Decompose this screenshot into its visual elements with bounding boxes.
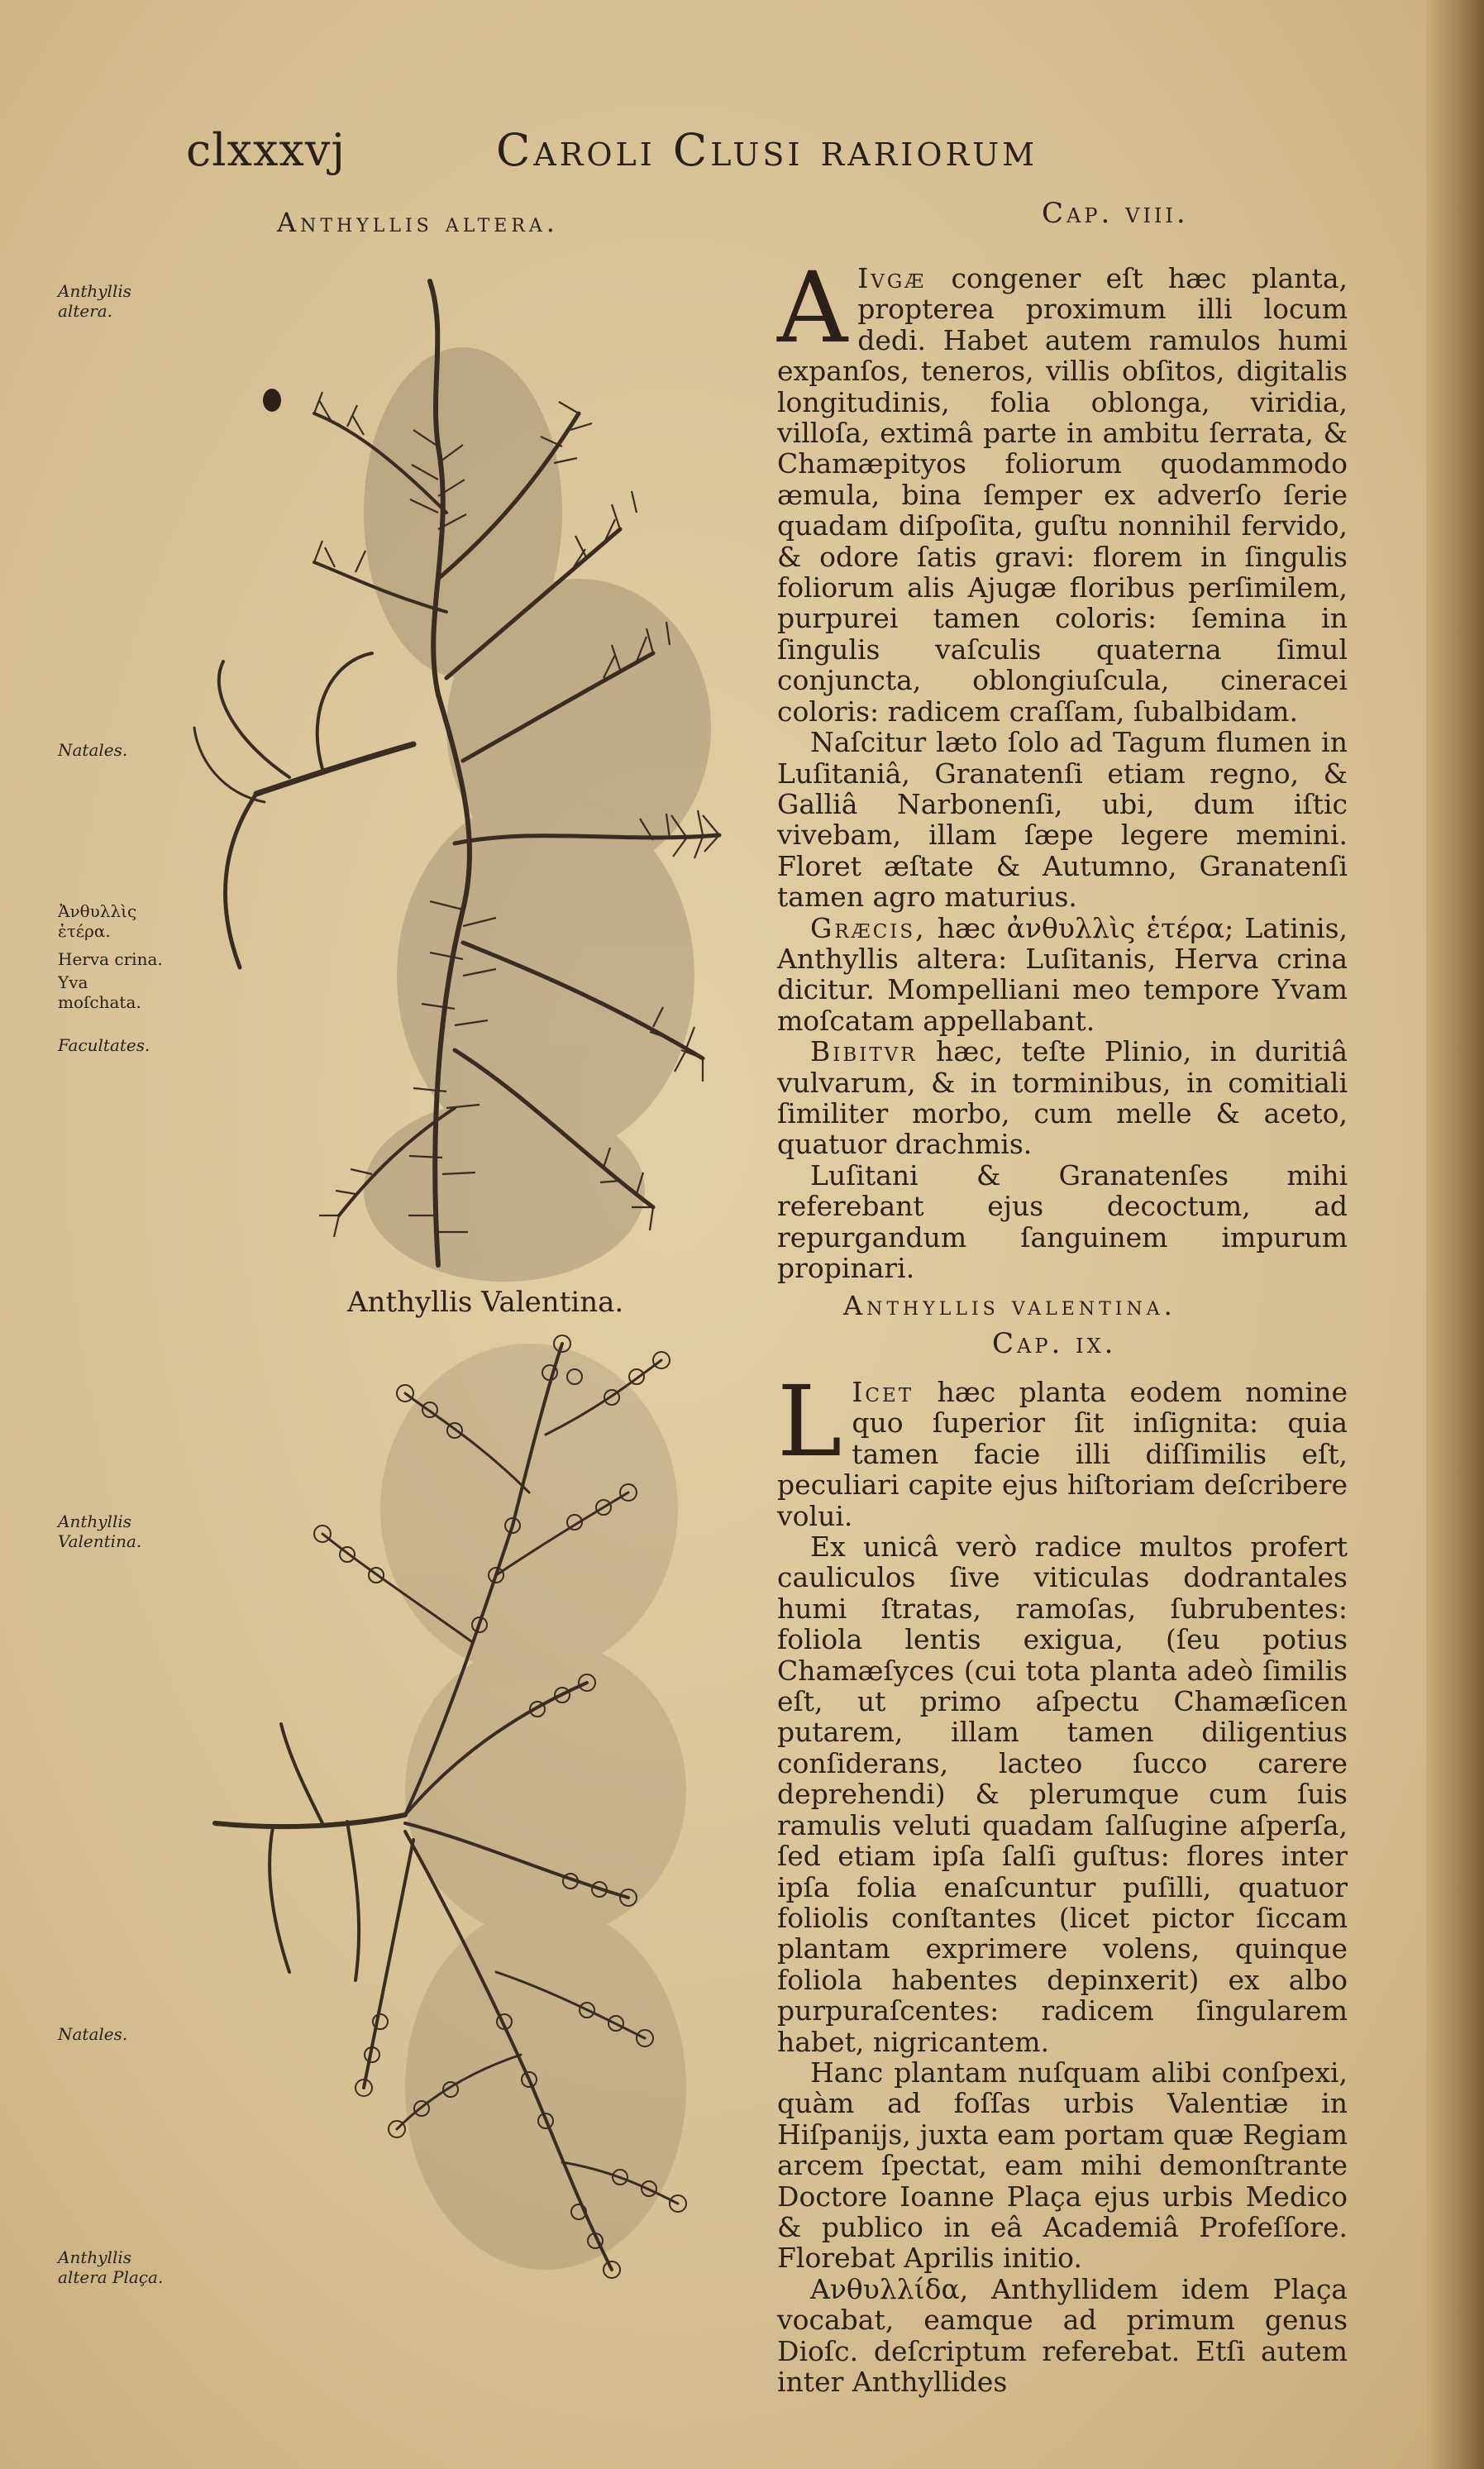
anthyllis-altera-woodcut [190, 265, 785, 1282]
marginal-anthyllis-altera-placa: Anthyllis altera Plaça. [58, 2247, 164, 2287]
marginal-facultates: Facultates. [58, 1035, 150, 1055]
anthyllis-valentina-woodcut [198, 1327, 761, 2295]
section1-body [777, 251, 1348, 1284]
paragraph-text: Ανθυλλίδα, Anthyllidem idem Plaça vocabat, eamque ad primum genus Dioſc. deſcriptum referebat. Etſi autem inter Anthyllides [777, 2272, 1348, 2398]
page-gutter [1426, 0, 1484, 2469]
marginal-anthyllis-valentina: Anthyllis Valentina. [58, 1511, 142, 1551]
marginal-natales-2: Natales. [58, 2024, 128, 2044]
marginal-anthyllis-altera: Anthyllis altera. [58, 281, 131, 321]
marginal-greek-name: Ἀνθυλλὶς ἑτέρα. [58, 901, 137, 941]
section2-body [777, 1364, 1348, 2398]
lead-word: Ivgæ [857, 262, 927, 294]
paragraph-text: Luſitani & Granatenſes mihi referebant ejus decoctum, ad repurgandum ſanguinem impurum propinari. [777, 1158, 1348, 1284]
figure-caption-anthyllis-valentina: Anthyllis Valentina. [347, 1286, 624, 1319]
marginal-natales-1: Natales. [58, 740, 128, 760]
running-title: Caroli Clusi rariorum [496, 124, 1038, 176]
lead-word: Icet [852, 1376, 914, 1408]
paragraph-text: hæc ἀνθυλλὶς ἑτέρα; Latinis, Anthyllis altera: Luſitanis, Herva crina dicitur. Mompelliani meo tempore Yvam moſcatam appellabant. [777, 911, 1348, 1037]
paragraph-text: Hanc plantam nuſquam alibi conſpexi, quàm ad foſſas urbis Valentiæ in Hiſpanijs, juxta eam portam quæ Regiam arcem ſpectat, eam mihi demonſtrante Doctore Ioanne Plaça ejus urbis Medico & publico in eâ Academiâ Profeſſore. Florebat Aprilis initio. [777, 2056, 1348, 2275]
lead-word: Græcis, [810, 911, 927, 944]
page-number: clxxxvj [186, 124, 346, 176]
paragraph-text: Naſcitur læto ſolo ad Tagum flumen in Luſitaniâ, Granatenſi etiam regno, & Galliâ Narbonenſi, ubi, dum iſtic vivebam, illam ſæpe legere memini. Floret æſtate & Autumno, Granatenſi tamen agro maturius. [777, 726, 1348, 914]
paragraph-text: congener eſt hæc planta, propterea proximum illi locum dedi. Habet autem ramulos humi expanſos, teneros, villis obſitos, digitalis longitudinis, folia oblonga, viridia, villoſa, extimâ parte in ambitu ſerrata, & Chamæpityos foliorum quodammodo æmula, bina ſemper ex adverſo ſerie quadam diſpoſita, guſtu nonnihil fervido, & odore ſatis gravi: florem in ſingulis foliorum alis Ajugæ floribus perſimilem, purpurei tamen coloris: ſemina in ſingulis vaſculis quaterna ſimul conjuncta, oblongiuſcula, cineracei coloris: radicem craſſam, ſubalbidam. [777, 262, 1348, 728]
marginal-herva-crina: Herva crina. [58, 949, 163, 969]
paragraph-text: hæc planta eodem nomine quo ſuperior ſit inſignita: quia tamen facie illi diſſimilis eſt, peculiari capite ejus hiſtoriam deſcribere volui. [777, 1376, 1348, 1532]
section-title-anthyllis-valentina: Anthyllis valentina. [843, 1290, 1176, 1321]
section-title-anthyllis-altera: Anthyllis altera. [277, 207, 559, 238]
lead-word: Bibitvr [810, 1035, 918, 1068]
chapter-label-ix: Cap. ix. [992, 1327, 1117, 1360]
marginal-yva-moschata: Yva moſchata. [58, 972, 141, 1012]
paragraph-text: Ex unicâ verò radice multos profert cauliculos ſive viticulas dodrantales humi ſtratas, ramoſas, ſubrubentes: foliola lentis exigua, (ſeu potius Chamæſyces (cui tota planta adeò ſimilis eſt, ut primo aſpectu Chamæſicen putarem, illam tamen diligentius conſiderans, lacteo ſucco carere deprehendi) & plerumque cum ſuis ramulis veluti quadam ſalſugine aſperſa, ſed etiam ipſa ſalſi guſtus: flores inter ipſa folia enaſcuntur puſilli, quatuor foliolis conſtantes (licet pictor ſiccam plantam exprimere volens, quinque foliola habentes depinxerit) ex albo purpuraſcentes: radicem ſingularem habet, nigricantem. [777, 1531, 1348, 2058]
paragraph-text: hæc, teſte Plinio, in duritiâ vulvarum, & in torminibus, in comitiali ſimiliter morbo, cum melle & aceto, quatuor drachmis. [777, 1035, 1348, 1161]
chapter-label-viii: Cap. viii. [1042, 197, 1189, 230]
dropcap-l: L [777, 1364, 842, 1478]
dropcap-a: A [777, 251, 848, 365]
